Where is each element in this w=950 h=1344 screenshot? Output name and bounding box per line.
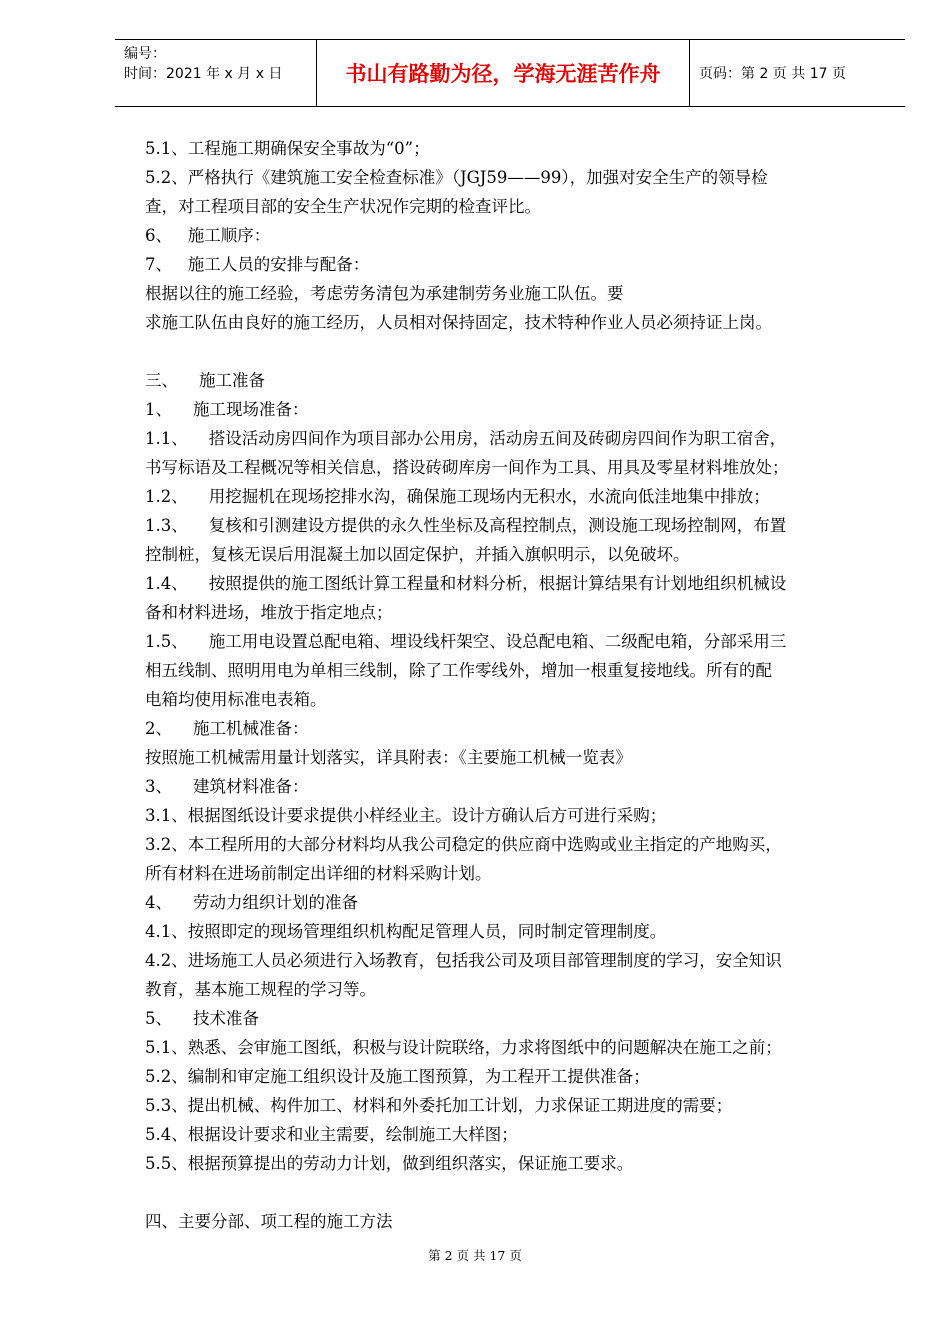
paragraph-line: 4.1、按照即定的现场管理组织机构配足管理人员，同时制定管理制度。 [145,922,667,941]
header-time-label: 时间：2021 年 x 月 x 日 [124,66,283,82]
paragraph-line: 6、 施工顺序： [145,226,271,245]
paragraph-line: 5.2、严格执行《建筑施工安全检查标准》（JGJ59——99），加强对安全生产的领导检 [145,168,768,187]
paragraph-line: 根据以往的施工经验，考虑劳务清包为承建制劳务业施工队伍。要 [145,284,624,303]
paragraph-line: 5.4、根据设计要求和业主需要，绘制施工大样图； [145,1125,518,1144]
header-number-label: 编号： [124,46,166,62]
blank-line [145,337,880,366]
paragraph-line: 4、 劳动力组织计划的准备 [145,893,358,912]
paragraph-line: 控制桩，复核无误后用混凝土加以固定保护，并插入旗帜明示，以免破坏。 [145,545,690,564]
paragraph-line: 三、 施工准备 [145,371,265,390]
paragraph-line: 书写标语及工程概况等相关信息，搭设砖砌库房一间作为工具、用具及零星材料堆放处； [145,458,789,477]
paragraph-line: 5、 技术准备 [145,1009,259,1028]
paragraph-line: 5.2、编制和审定施工组织设计及施工图预算，为工程开工提供准备； [145,1067,650,1086]
header-page-label: 页码：第 2 页 共 17 页 [699,66,846,82]
paragraph-line: 1.1、 搭设活动房四间作为项目部办公用房，活动房五间及砖砌房四间作为职工宿舍， [145,429,787,448]
paragraph-line: 5.5、根据预算提出的劳动力计划，做到组织落实，保证施工要求。 [145,1154,634,1173]
paragraph-line: 3.2、本工程所用的大部分材料均从我公司稳定的供应商中选购或业主指定的产地购买， [145,835,782,854]
paragraph-line: 相五线制、照明用电为单相三线制，除了工作零线外，增加一根重复接地线。所有的配 [145,661,772,680]
paragraph-line: 备和材料进场，堆放于指定地点； [145,603,393,622]
header-motto: 书山有路勤为径，学海无涯苦作舟 [316,40,690,106]
header-info-cell [115,40,316,106]
paragraph-line: 求施工队伍由良好的施工经历，人员相对保持固定，技术特种作业人员必须持证上岗。 [145,313,772,332]
paragraph-line: 教育，基本施工规程的学习等。 [145,980,376,999]
paragraph-line: 3.1、根据图纸设计要求提供小样经业主。设计方确认后方可进行采购； [145,806,667,825]
paragraph-line: 1.4、 按照提供的施工图纸计算工程量和材料分析，根据计算结果有计划地组织机械设 [145,574,787,593]
paragraph-line: 1.2、 用挖掘机在现场挖排水沟，确保施工现场内无积水，水流向低洼地集中排放； [145,487,770,506]
paragraph-line: 5.1、工程施工期确保安全事故为“0”； [145,139,430,158]
paragraph-line: 3、 建筑材料准备： [145,777,309,796]
paragraph-line: 1、 施工现场准备： [145,400,309,419]
paragraph-line: 1.3、 复核和引测建设方提供的永久性坐标及高程控制点，测设施工现场控制网，布置 [145,516,787,535]
page-header [115,39,905,107]
paragraph-line: 1.5、 施工用电设置总配电箱、埋设线杆架空、设总配电箱、二级配电箱，分部采用三 [145,632,787,651]
blank-line [145,1178,880,1207]
paragraph-line: 按照施工机械需用量计划落实，详具附表：《主要施工机械一览表》 [145,748,632,767]
paragraph-line: 5.1、熟悉、会审施工图纸，积极与设计院联络，力求将图纸中的问题解决在施工之前； [145,1038,782,1057]
paragraph-line: 7、 施工人员的安排与配备： [145,255,370,274]
page-footer: 第 2 页 共 17 页 [428,1248,522,1263]
paragraph-line: 四、主要分部、项工程的施工方法 [145,1212,393,1231]
paragraph-line: 所有材料在进场前制定出详细的材料采购计划。 [145,864,492,883]
document-body [145,134,880,1236]
paragraph-line: 电箱均使用标准电表箱。 [145,690,327,709]
paragraph-line: 查，对工程项目部的安全生产状况作完期的检查评比。 [145,197,541,216]
paragraph-line: 2、 施工机械准备： [145,719,309,738]
paragraph-line: 4.2、进场施工人员必须进行入场教育，包括我公司及项目部管理制度的学习，安全知识 [145,951,782,970]
paragraph-line: 5.3、提出机械、构件加工、材料和外委托加工计划，力求保证工期进度的需要； [145,1096,733,1115]
